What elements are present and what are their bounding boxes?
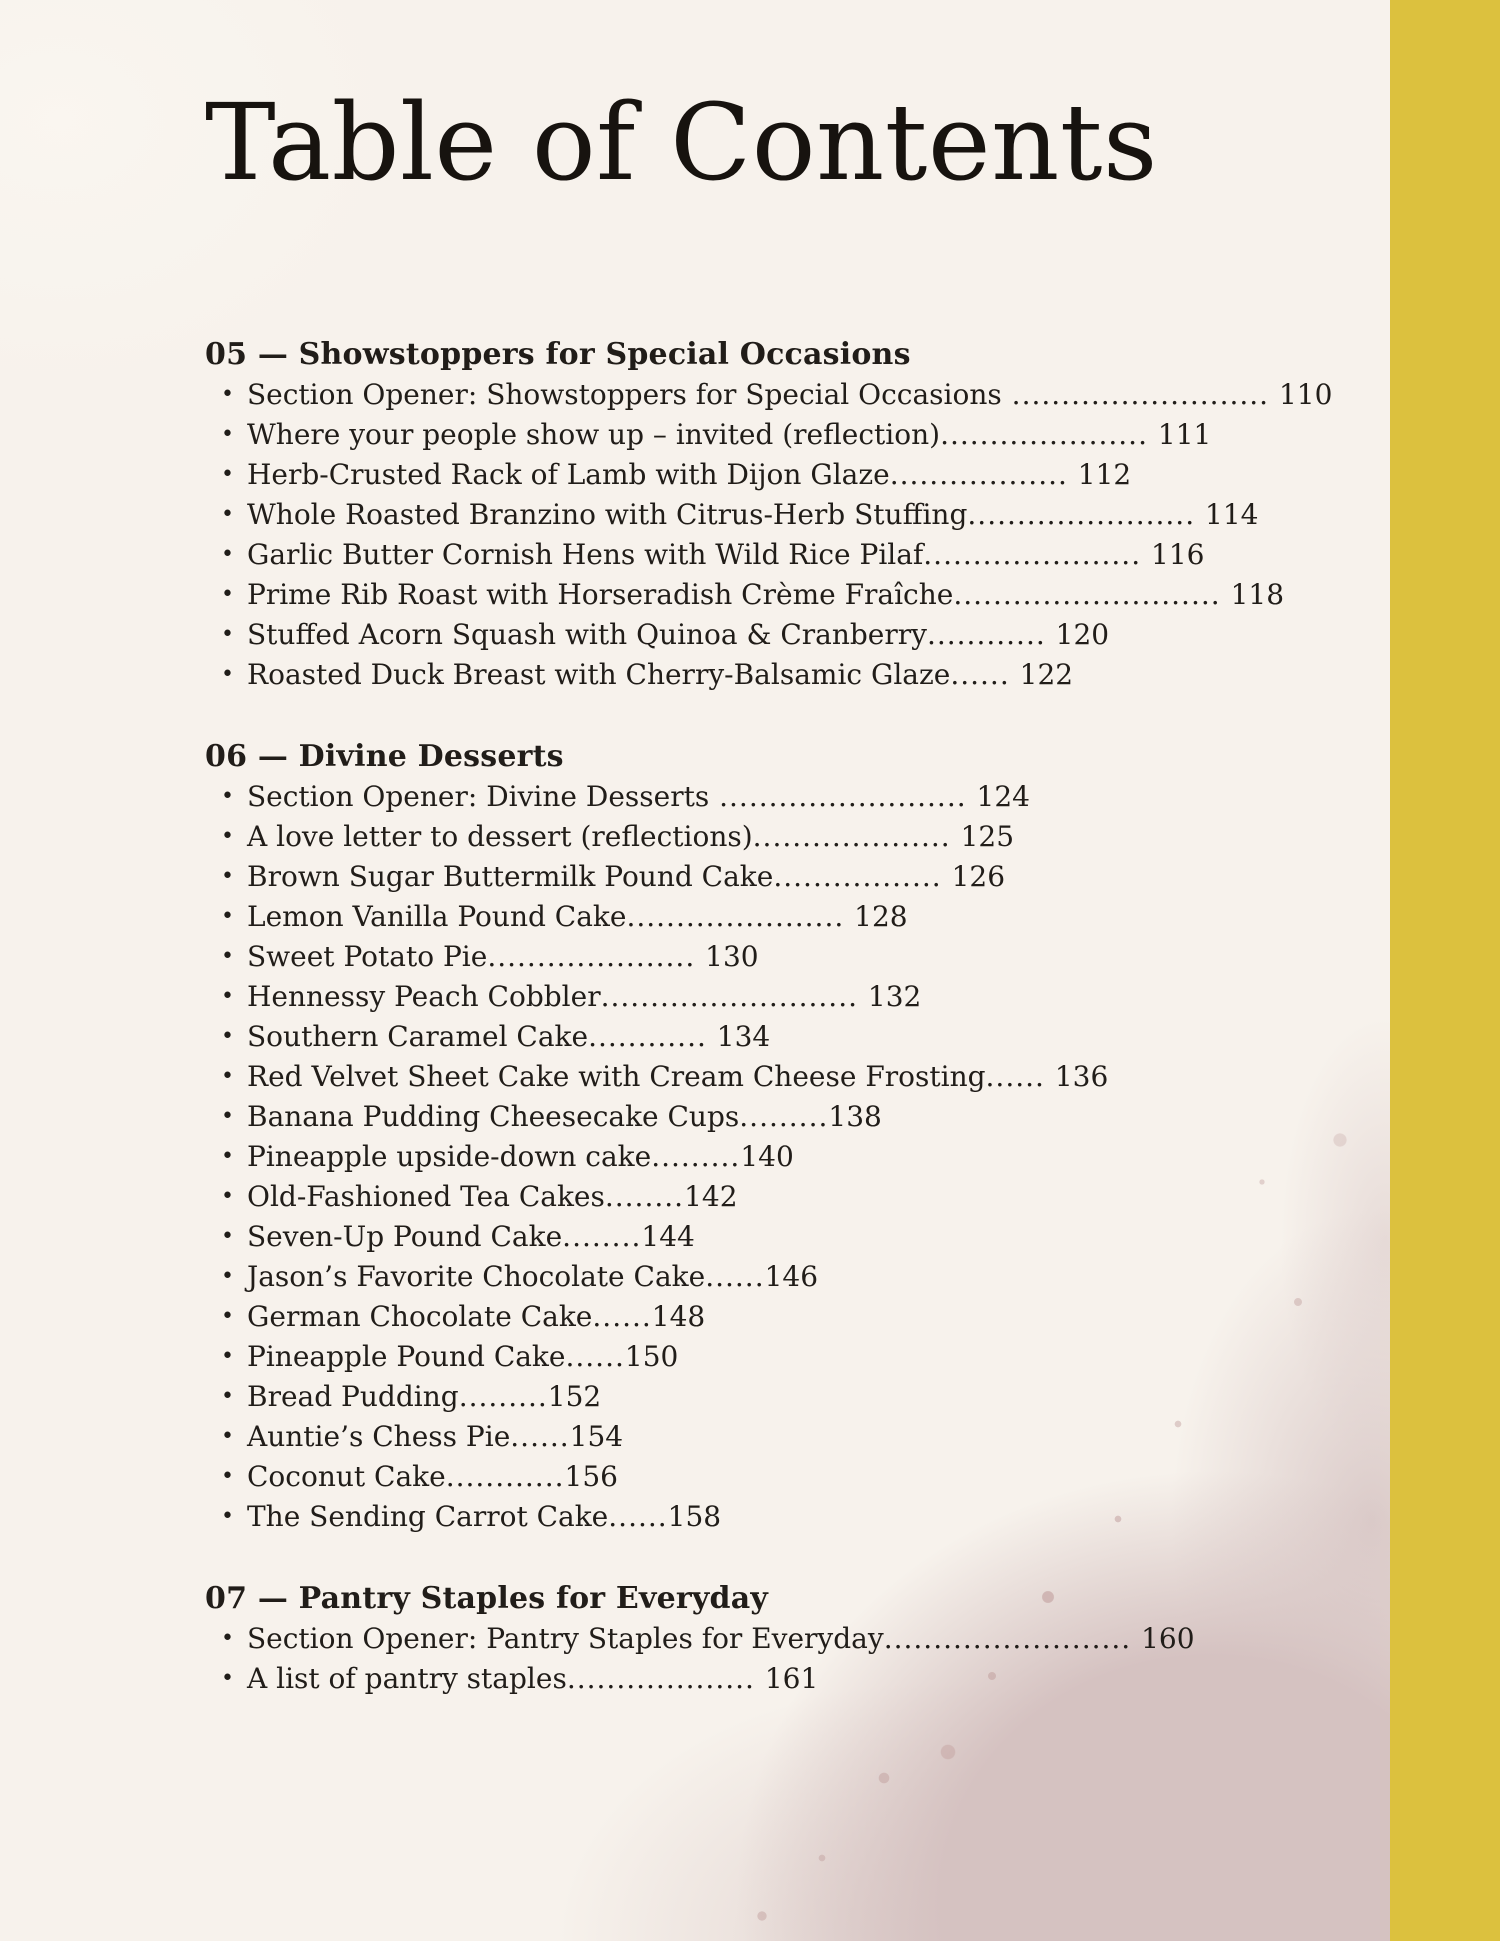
entry-label: Whole Roasted Branzino with Citrus-Herb Stuffing	[247, 498, 968, 532]
section-number: 07	[205, 1581, 248, 1617]
entry-page: 134	[716, 1020, 771, 1054]
entry-leader: ......	[565, 1340, 625, 1374]
section-heading	[205, 1579, 1390, 1619]
entry-leader: .....................	[487, 940, 706, 974]
section-dash: —	[257, 1581, 289, 1617]
section-number: 05	[205, 337, 248, 373]
entry-label: Auntie’s Chess Pie	[247, 1420, 511, 1454]
entry-page: 152	[547, 1380, 602, 1414]
toc-entry	[205, 817, 1390, 857]
entry-label: Lemon Vanilla Pound Cake	[247, 900, 627, 934]
entry-page: 125	[960, 820, 1015, 854]
entry-leader: ......	[510, 1420, 570, 1454]
entry-leader: ......................	[923, 538, 1151, 572]
entry-leader: .......................	[967, 498, 1205, 532]
toc-entry	[205, 1017, 1390, 1057]
entry-leader: ....................	[752, 820, 961, 854]
entry-page: 126	[951, 860, 1006, 894]
entry-label: Seven-Up Pound Cake	[247, 1220, 563, 1254]
toc-entry	[205, 1057, 1390, 1097]
entry-leader: ............	[926, 618, 1056, 652]
section-pantry	[205, 1579, 1390, 1699]
section-name: Pantry Staples for Everyday	[298, 1581, 769, 1617]
toc-entry	[205, 777, 1390, 817]
entry-leader: .........	[458, 1380, 548, 1414]
entry-leader: ...........................	[953, 578, 1231, 612]
entry-leader: ......................	[626, 900, 855, 934]
entry-label: Stuffed Acorn Squash with Quinoa & Cranberry	[247, 618, 927, 652]
toc-entry	[205, 455, 1390, 495]
entry-label: Old-Fashioned Tea Cakes	[247, 1180, 605, 1214]
entry-leader: ......	[608, 1500, 668, 1534]
toc-entry	[205, 495, 1390, 535]
toc-entry	[205, 375, 1390, 415]
entry-page: 148	[651, 1300, 706, 1334]
entry-leader: .........	[651, 1140, 741, 1174]
entry-list	[205, 1619, 1390, 1699]
entry-label: Southern Caramel Cake	[247, 1020, 589, 1054]
toc-entry	[205, 977, 1390, 1017]
entry-page: 150	[624, 1340, 679, 1374]
entry-label: A list of pantry staples	[247, 1662, 567, 1696]
entry-page: 154	[569, 1420, 624, 1454]
entry-page: 160	[1141, 1622, 1195, 1656]
entry-label: Roasted Duck Breast with Cherry-Balsamic Glaze	[247, 658, 951, 692]
entry-page: 112	[1077, 458, 1132, 492]
toc-entry	[205, 1177, 1390, 1217]
entry-leader: .........	[739, 1100, 829, 1134]
entry-page: 136	[1054, 1060, 1109, 1094]
entry-page: 111	[1157, 418, 1212, 452]
toc-entry	[205, 1457, 1390, 1497]
entry-page: 132	[867, 980, 922, 1014]
entry-list	[205, 777, 1390, 1537]
entry-page: 142	[684, 1180, 738, 1214]
entry-label: The Sending Carrot Cake	[247, 1500, 609, 1534]
entry-page: 120	[1055, 618, 1110, 652]
entry-label: Brown Sugar Buttermilk Pound Cake	[247, 860, 774, 894]
entry-page: 156	[564, 1460, 618, 1494]
toc-entry	[205, 1257, 1390, 1297]
toc-entry	[205, 1659, 1390, 1699]
entry-leader: ........	[562, 1220, 642, 1254]
section-heading	[205, 335, 1390, 375]
section-number: 06	[205, 739, 248, 775]
section-name: Showstoppers for Special Occasions	[298, 337, 911, 373]
toc-entry	[205, 857, 1390, 897]
entry-leader: ......	[985, 1060, 1055, 1094]
entry-label: Prime Rib Roast with Horseradish Crème Fraîche	[247, 578, 954, 612]
toc-entry	[205, 1619, 1390, 1659]
toc-entry	[205, 615, 1390, 655]
toc-entry	[205, 1497, 1390, 1537]
entry-page: 138	[828, 1100, 882, 1134]
entry-leader: .....................	[940, 418, 1158, 452]
toc-entry	[205, 1217, 1390, 1257]
toc-content	[205, 81, 1390, 1699]
section-desserts	[205, 737, 1390, 1537]
entry-page: 144	[641, 1220, 695, 1254]
entry-list	[205, 375, 1390, 695]
entry-leader: ........	[604, 1180, 685, 1214]
entry-page: 161	[764, 1662, 819, 1696]
entry-page: 140	[740, 1140, 794, 1174]
toc-entry	[205, 1297, 1390, 1337]
page-title: Table of Contents	[205, 81, 1158, 204]
toc-entry	[205, 575, 1390, 615]
accent-bar	[1390, 0, 1500, 1941]
entry-label: Pineapple upside-down cake	[247, 1140, 652, 1174]
entry-label: Where your people show up – invited (reflection)	[247, 418, 941, 452]
entry-page: 122	[1019, 658, 1074, 692]
entry-leader: ..........................	[1001, 378, 1279, 412]
entry-label: Garlic Butter Cornish Hens with Wild Rice Pilaf	[247, 538, 924, 572]
entry-leader: ............	[445, 1460, 565, 1494]
section-name: Divine Desserts	[298, 739, 564, 775]
entry-page: 146	[764, 1260, 819, 1294]
toc-entry	[205, 1337, 1390, 1377]
section-dash: —	[257, 337, 289, 373]
toc-entry	[205, 937, 1390, 977]
toc-entry	[205, 1377, 1390, 1417]
section-showstoppers	[205, 335, 1390, 695]
entry-label: Sweet Potato Pie	[247, 940, 488, 974]
entry-leader: ............	[588, 1020, 717, 1054]
section-dash: —	[257, 739, 289, 775]
entry-leader: ......	[705, 1260, 765, 1294]
entry-leader: .................	[773, 860, 952, 894]
entry-page: 128	[854, 900, 908, 934]
entry-label: Bread Pudding	[247, 1380, 459, 1414]
entry-label: Herb-Crusted Rack of Lamb with Dijon Glaze	[247, 458, 890, 492]
entry-label: Jason’s Favorite Chocolate Cake	[247, 1260, 706, 1294]
entry-label: Red Velvet Sheet Cake with Cream Cheese Frosting	[247, 1060, 986, 1094]
entry-leader: .........................	[709, 780, 977, 814]
toc-entry	[205, 1137, 1390, 1177]
toc-entry	[205, 1417, 1390, 1457]
entry-page: 158	[667, 1500, 722, 1534]
entry-label: German Chocolate Cake	[247, 1300, 593, 1334]
entry-label: Hennessy Peach Cobbler	[247, 980, 601, 1014]
entry-label: Banana Pudding Cheesecake Cups	[247, 1100, 740, 1134]
toc-entry	[205, 535, 1390, 575]
entry-page: 124	[976, 780, 1030, 814]
toc-entry	[205, 897, 1390, 937]
toc-entry	[205, 655, 1390, 695]
entry-label: Section Opener: Divine Desserts	[247, 780, 710, 814]
entry-label: A love letter to dessert (reflections)	[247, 820, 753, 854]
entry-leader: ...................	[566, 1662, 765, 1696]
entry-label: Coconut Cake	[247, 1460, 446, 1494]
entry-leader: ......	[950, 658, 1020, 692]
toc-entry	[205, 415, 1390, 455]
entry-leader: .........................	[883, 1622, 1142, 1656]
entry-page: 118	[1230, 578, 1285, 612]
section-heading	[205, 737, 1390, 777]
entry-leader: ......	[592, 1300, 652, 1334]
entry-page: 130	[705, 940, 759, 974]
toc-entry	[205, 1097, 1390, 1137]
entry-page: 116	[1151, 538, 1205, 572]
entry-leader: ..........................	[600, 980, 868, 1014]
entry-page: 110	[1278, 378, 1333, 412]
entry-page: 114	[1205, 498, 1259, 532]
entry-label: Section Opener: Showstoppers for Special Occasions	[247, 378, 1002, 412]
entry-label: Pineapple Pound Cake	[247, 1340, 566, 1374]
entry-leader: ..................	[889, 458, 1078, 492]
entry-label: Section Opener: Pantry Staples for Everyday	[247, 1622, 884, 1656]
